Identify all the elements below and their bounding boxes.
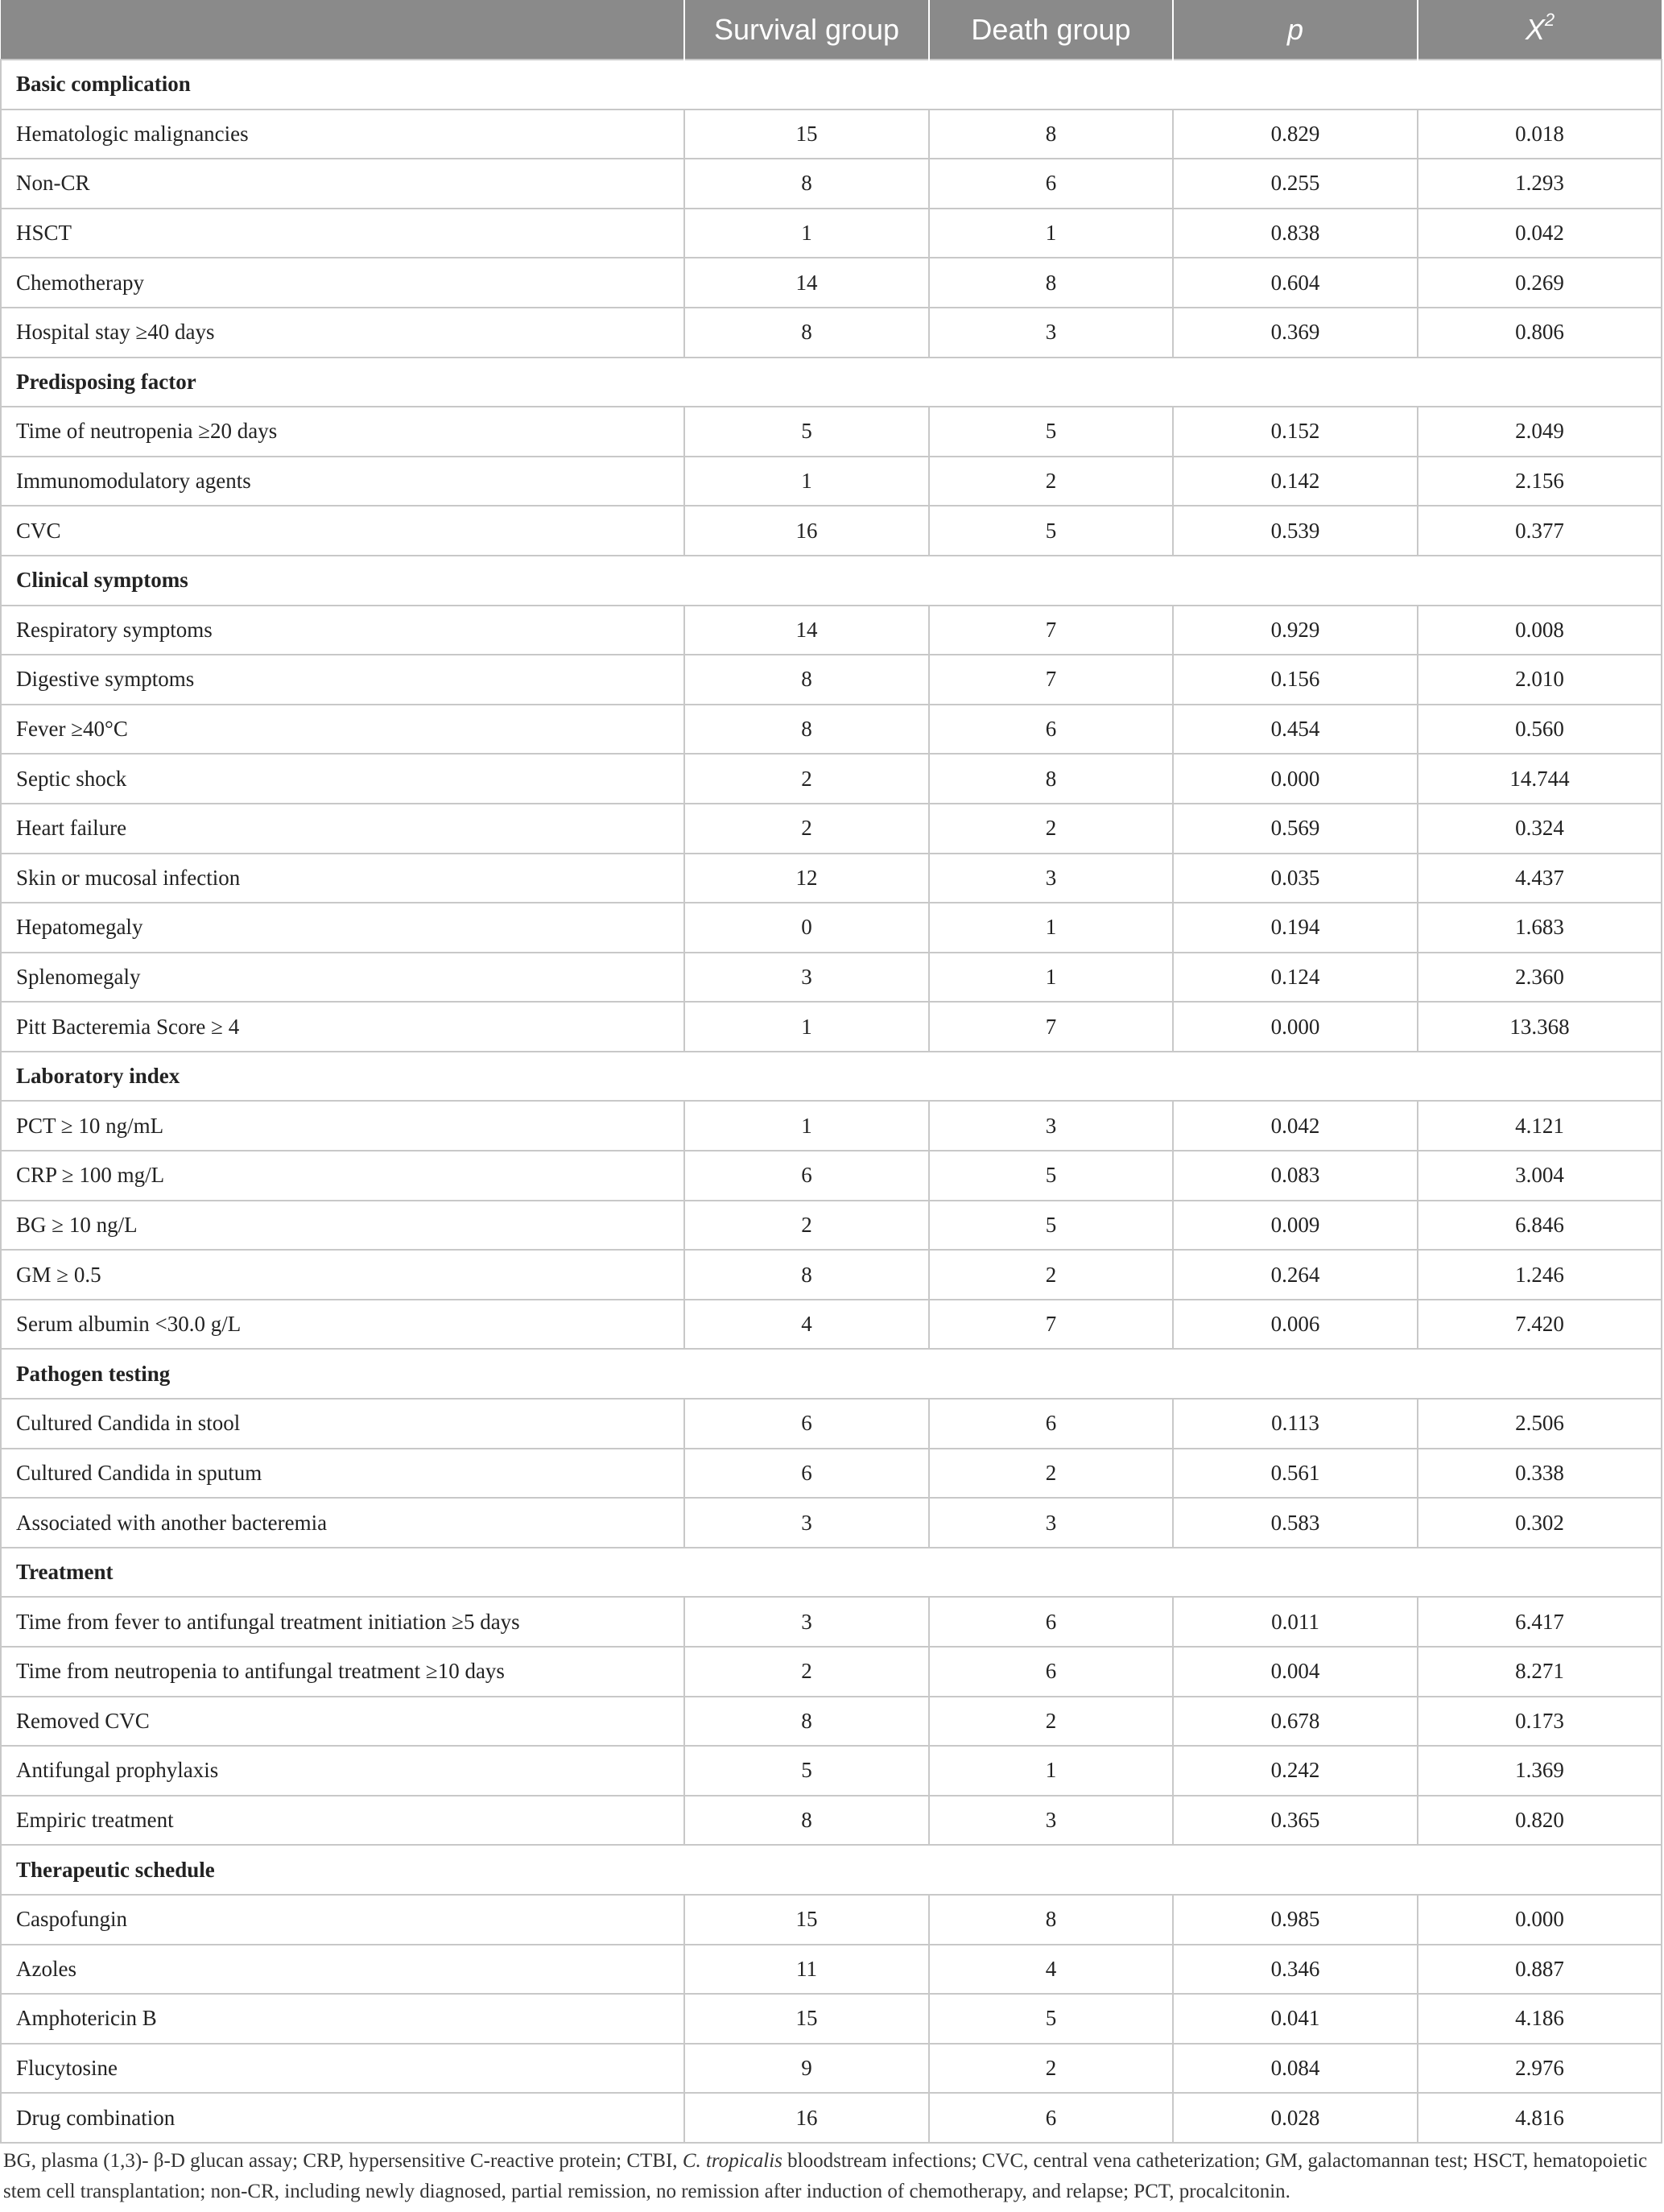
death-count: 6 xyxy=(929,1597,1173,1647)
p-value: 0.113 xyxy=(1173,1399,1418,1449)
survival-count: 5 xyxy=(684,407,929,457)
p-value: 0.004 xyxy=(1173,1647,1418,1697)
survival-count: 9 xyxy=(684,2044,929,2094)
section-title: Clinical symptoms xyxy=(1,556,1662,606)
p-value: 0.000 xyxy=(1173,754,1418,804)
row-label: Hematologic malignancies xyxy=(1,110,684,159)
p-value: 0.604 xyxy=(1173,258,1418,308)
table-row xyxy=(1,1597,1662,1647)
row-label: Pitt Bacteremia Score ≥ 4 xyxy=(1,1002,684,1052)
death-count: 1 xyxy=(929,903,1173,953)
p-value: 0.142 xyxy=(1173,457,1418,506)
death-count: 1 xyxy=(929,209,1173,258)
chi-square-value: 1.369 xyxy=(1418,1746,1662,1796)
table-row xyxy=(1,1151,1662,1201)
p-value: 0.539 xyxy=(1173,506,1418,556)
table-row xyxy=(1,655,1662,705)
survival-count: 2 xyxy=(684,804,929,854)
table-row xyxy=(1,804,1662,854)
chi-square-value: 4.816 xyxy=(1418,2093,1662,2143)
death-count: 5 xyxy=(929,407,1173,457)
header-survival-group: Survival group xyxy=(684,0,929,60)
table-row xyxy=(1,159,1662,209)
death-count: 3 xyxy=(929,1498,1173,1548)
chi-square-value: 0.173 xyxy=(1418,1697,1662,1747)
p-value: 0.028 xyxy=(1173,2093,1418,2143)
death-count: 5 xyxy=(929,506,1173,556)
survival-count: 8 xyxy=(684,1250,929,1300)
survival-count: 5 xyxy=(684,1746,929,1796)
p-value: 0.124 xyxy=(1173,953,1418,1003)
p-value: 0.365 xyxy=(1173,1796,1418,1846)
header-variable xyxy=(1,0,684,60)
table-row xyxy=(1,258,1662,308)
table-row xyxy=(1,1250,1662,1300)
row-label: Empiric treatment xyxy=(1,1796,684,1846)
survival-count: 6 xyxy=(684,1399,929,1449)
footnote-text-1: BG, plasma (1,3)- β-D glucan assay; CRP, hypersensitive C-reactive protein; CTBI, xyxy=(3,2150,683,2172)
row-label: Cultured Candida in sputum xyxy=(1,1449,684,1499)
table-row xyxy=(1,1796,1662,1846)
chi-square-value: 0.042 xyxy=(1418,209,1662,258)
row-label: Respiratory symptoms xyxy=(1,606,684,655)
chi-square-value: 4.121 xyxy=(1418,1101,1662,1151)
row-label: Time from neutropenia to antifungal treatment ≥10 days xyxy=(1,1647,684,1697)
section-header-row xyxy=(1,1349,1662,1399)
row-label: CRP ≥ 100 mg/L xyxy=(1,1151,684,1201)
row-label: Digestive symptoms xyxy=(1,655,684,705)
survival-count: 6 xyxy=(684,1449,929,1499)
survival-count: 12 xyxy=(684,854,929,903)
survival-count: 8 xyxy=(684,308,929,358)
p-value: 0.678 xyxy=(1173,1697,1418,1747)
chi-square-value: 2.010 xyxy=(1418,655,1662,705)
chi-square-value: 0.377 xyxy=(1418,506,1662,556)
chi-square-value: 14.744 xyxy=(1418,754,1662,804)
p-value: 0.194 xyxy=(1173,903,1418,953)
section-title: Laboratory index xyxy=(1,1052,1662,1102)
death-count: 8 xyxy=(929,110,1173,159)
section-title: Pathogen testing xyxy=(1,1349,1662,1399)
row-label: Fever ≥40°C xyxy=(1,705,684,755)
table-row xyxy=(1,1101,1662,1151)
survival-count: 6 xyxy=(684,1151,929,1201)
row-label: CVC xyxy=(1,506,684,556)
p-value: 0.838 xyxy=(1173,209,1418,258)
chi-square-value: 1.246 xyxy=(1418,1250,1662,1300)
row-label: Antifungal prophylaxis xyxy=(1,1746,684,1796)
survival-count: 1 xyxy=(684,1002,929,1052)
chi-square-base: X xyxy=(1525,12,1545,46)
chi-square-value: 4.186 xyxy=(1418,1994,1662,2044)
row-label: Caspofungin xyxy=(1,1895,684,1945)
chi-square-value: 3.004 xyxy=(1418,1151,1662,1201)
survival-count: 2 xyxy=(684,1647,929,1697)
row-label: Splenomegaly xyxy=(1,953,684,1003)
chi-square-value: 0.324 xyxy=(1418,804,1662,854)
header-p-value: p xyxy=(1173,0,1418,60)
death-count: 2 xyxy=(929,1250,1173,1300)
p-value: 0.042 xyxy=(1173,1101,1418,1151)
chi-square-value: 0.269 xyxy=(1418,258,1662,308)
table-row xyxy=(1,1697,1662,1747)
header-row xyxy=(1,0,1662,60)
row-label: Serum albumin <30.0 g/L xyxy=(1,1300,684,1350)
p-value: 0.255 xyxy=(1173,159,1418,209)
header-death-group: Death group xyxy=(929,0,1173,60)
survival-count: 4 xyxy=(684,1300,929,1350)
row-label: Cultured Candida in stool xyxy=(1,1399,684,1449)
row-label: Time of neutropenia ≥20 days xyxy=(1,407,684,457)
death-count: 7 xyxy=(929,1300,1173,1350)
row-label: Non-CR xyxy=(1,159,684,209)
death-count: 6 xyxy=(929,2093,1173,2143)
table-row xyxy=(1,754,1662,804)
chi-square-exponent: 2 xyxy=(1544,9,1555,30)
survival-count: 2 xyxy=(684,754,929,804)
survival-count: 1 xyxy=(684,457,929,506)
section-title: Basic complication xyxy=(1,60,1662,110)
table-row xyxy=(1,1201,1662,1251)
death-count: 7 xyxy=(929,655,1173,705)
chi-square-value: 7.420 xyxy=(1418,1300,1662,1350)
table-row xyxy=(1,1498,1662,1548)
death-count: 8 xyxy=(929,258,1173,308)
p-value: 0.929 xyxy=(1173,606,1418,655)
chi-square-value: 0.018 xyxy=(1418,110,1662,159)
section-header-row xyxy=(1,358,1662,407)
p-value: 0.985 xyxy=(1173,1895,1418,1945)
death-count: 5 xyxy=(929,1994,1173,2044)
survival-count: 0 xyxy=(684,903,929,953)
p-value: 0.084 xyxy=(1173,2044,1418,2094)
death-count: 3 xyxy=(929,854,1173,903)
chi-square-value: 6.417 xyxy=(1418,1597,1662,1647)
p-value: 0.009 xyxy=(1173,1201,1418,1251)
survival-count: 3 xyxy=(684,953,929,1003)
p-value: 0.369 xyxy=(1173,308,1418,358)
death-count: 2 xyxy=(929,1697,1173,1747)
table-row xyxy=(1,1449,1662,1499)
table-row xyxy=(1,1994,1662,2044)
table-row xyxy=(1,854,1662,903)
survival-count: 3 xyxy=(684,1597,929,1647)
survival-count: 14 xyxy=(684,606,929,655)
header-chi-square xyxy=(1418,0,1662,60)
table-footnote xyxy=(3,2146,1654,2207)
chi-square-value: 1.683 xyxy=(1418,903,1662,953)
survival-count: 16 xyxy=(684,506,929,556)
survival-count: 8 xyxy=(684,159,929,209)
section-header-row xyxy=(1,556,1662,606)
table-row xyxy=(1,1895,1662,1945)
row-label: Immunomodulatory agents xyxy=(1,457,684,506)
row-label: Removed CVC xyxy=(1,1697,684,1747)
survival-count: 8 xyxy=(684,1796,929,1846)
chi-square-value: 2.506 xyxy=(1418,1399,1662,1449)
p-value: 0.264 xyxy=(1173,1250,1418,1300)
death-count: 3 xyxy=(929,1101,1173,1151)
table-row xyxy=(1,506,1662,556)
p-value: 0.346 xyxy=(1173,1945,1418,1995)
chi-square-value: 2.156 xyxy=(1418,457,1662,506)
section-header-row xyxy=(1,60,1662,110)
table-body xyxy=(1,60,1662,2143)
death-count: 2 xyxy=(929,804,1173,854)
survival-count: 11 xyxy=(684,1945,929,1995)
table-row xyxy=(1,407,1662,457)
row-label: Time from fever to antifungal treatment initiation ≥5 days xyxy=(1,1597,684,1647)
row-label: Septic shock xyxy=(1,754,684,804)
death-count: 5 xyxy=(929,1201,1173,1251)
table-row xyxy=(1,2044,1662,2094)
p-value: 0.583 xyxy=(1173,1498,1418,1548)
p-value: 0.006 xyxy=(1173,1300,1418,1350)
survival-count: 14 xyxy=(684,258,929,308)
death-count: 1 xyxy=(929,1746,1173,1796)
chi-square-value: 13.368 xyxy=(1418,1002,1662,1052)
chi-square-value: 2.049 xyxy=(1418,407,1662,457)
survival-count: 1 xyxy=(684,1101,929,1151)
chi-square-value: 0.806 xyxy=(1418,308,1662,358)
row-label: Chemotherapy xyxy=(1,258,684,308)
p-value: 0.152 xyxy=(1173,407,1418,457)
chi-square-value: 0.820 xyxy=(1418,1796,1662,1846)
table-row xyxy=(1,1002,1662,1052)
table-row xyxy=(1,2093,1662,2143)
survival-count: 15 xyxy=(684,110,929,159)
p-value: 0.242 xyxy=(1173,1746,1418,1796)
death-count: 6 xyxy=(929,705,1173,755)
survival-count: 16 xyxy=(684,2093,929,2143)
table-row xyxy=(1,1945,1662,1995)
row-label: HSCT xyxy=(1,209,684,258)
p-value: 0.000 xyxy=(1173,1002,1418,1052)
row-label: Heart failure xyxy=(1,804,684,854)
chi-square-value: 8.271 xyxy=(1418,1647,1662,1697)
chi-square-value: 2.976 xyxy=(1418,2044,1662,2094)
death-count: 2 xyxy=(929,2044,1173,2094)
survival-count: 15 xyxy=(684,1895,929,1945)
row-label: Drug combination xyxy=(1,2093,684,2143)
p-value: 0.083 xyxy=(1173,1151,1418,1201)
table-row xyxy=(1,110,1662,159)
p-value: 0.561 xyxy=(1173,1449,1418,1499)
row-label: Skin or mucosal infection xyxy=(1,854,684,903)
death-count: 6 xyxy=(929,1399,1173,1449)
row-label: BG ≥ 10 ng/L xyxy=(1,1201,684,1251)
row-label: Hepatomegaly xyxy=(1,903,684,953)
row-label: Azoles xyxy=(1,1945,684,1995)
table-row xyxy=(1,457,1662,506)
table-row xyxy=(1,1746,1662,1796)
section-title: Predisposing factor xyxy=(1,358,1662,407)
section-title: Therapeutic schedule xyxy=(1,1845,1662,1895)
death-count: 1 xyxy=(929,953,1173,1003)
table-row xyxy=(1,308,1662,358)
death-count: 6 xyxy=(929,1647,1173,1697)
chi-square-value: 6.846 xyxy=(1418,1201,1662,1251)
death-count: 6 xyxy=(929,159,1173,209)
footnote-italic: C. tropicalis xyxy=(682,2150,782,2172)
section-header-row xyxy=(1,1052,1662,1102)
table-row xyxy=(1,903,1662,953)
chi-square-value: 2.360 xyxy=(1418,953,1662,1003)
table-row xyxy=(1,1647,1662,1697)
p-value: 0.829 xyxy=(1173,110,1418,159)
row-label: Associated with another bacteremia xyxy=(1,1498,684,1548)
row-label: PCT ≥ 10 ng/mL xyxy=(1,1101,684,1151)
footnote-text-2: bloodstream infections; CVC, central vena catheterization; GM, galactomannan test; HSCT, hematopoietic stem cell transplantation; non-CR, including newly diagnosed, partial remission, no remission after induction of chemotherapy, and relapse; PCT, procalcitonin. xyxy=(3,2150,1648,2202)
table-row xyxy=(1,1300,1662,1350)
chi-square-value: 0.008 xyxy=(1418,606,1662,655)
table-row xyxy=(1,705,1662,755)
p-value: 0.156 xyxy=(1173,655,1418,705)
chi-square-value: 0.302 xyxy=(1418,1498,1662,1548)
death-count: 8 xyxy=(929,1895,1173,1945)
p-value: 0.041 xyxy=(1173,1994,1418,2044)
section-title: Treatment xyxy=(1,1548,1662,1598)
death-count: 2 xyxy=(929,457,1173,506)
chi-square-value: 4.437 xyxy=(1418,854,1662,903)
table-row xyxy=(1,953,1662,1003)
table-row xyxy=(1,1399,1662,1449)
survival-count: 8 xyxy=(684,655,929,705)
row-label: Flucytosine xyxy=(1,2044,684,2094)
survival-count: 1 xyxy=(684,209,929,258)
death-count: 3 xyxy=(929,308,1173,358)
death-count: 7 xyxy=(929,606,1173,655)
section-header-row xyxy=(1,1548,1662,1598)
death-count: 5 xyxy=(929,1151,1173,1201)
survival-count: 2 xyxy=(684,1201,929,1251)
survival-count: 3 xyxy=(684,1498,929,1548)
p-value: 0.035 xyxy=(1173,854,1418,903)
survival-count: 8 xyxy=(684,705,929,755)
chi-square-value: 0.000 xyxy=(1418,1895,1662,1945)
p-value: 0.011 xyxy=(1173,1597,1418,1647)
survival-count: 15 xyxy=(684,1994,929,2044)
chi-square-value: 0.887 xyxy=(1418,1945,1662,1995)
chi-square-value: 0.338 xyxy=(1418,1449,1662,1499)
death-count: 3 xyxy=(929,1796,1173,1846)
death-count: 8 xyxy=(929,754,1173,804)
table-row xyxy=(1,606,1662,655)
death-count: 7 xyxy=(929,1002,1173,1052)
row-label: Amphotericin B xyxy=(1,1994,684,2044)
table-row xyxy=(1,209,1662,258)
death-count: 2 xyxy=(929,1449,1173,1499)
survival-count: 8 xyxy=(684,1697,929,1747)
chi-square-value: 0.560 xyxy=(1418,705,1662,755)
p-value: 0.569 xyxy=(1173,804,1418,854)
death-count: 4 xyxy=(929,1945,1173,1995)
row-label: GM ≥ 0.5 xyxy=(1,1250,684,1300)
chi-square-value: 1.293 xyxy=(1418,159,1662,209)
row-label: Hospital stay ≥40 days xyxy=(1,308,684,358)
section-header-row xyxy=(1,1845,1662,1895)
p-value: 0.454 xyxy=(1173,705,1418,755)
